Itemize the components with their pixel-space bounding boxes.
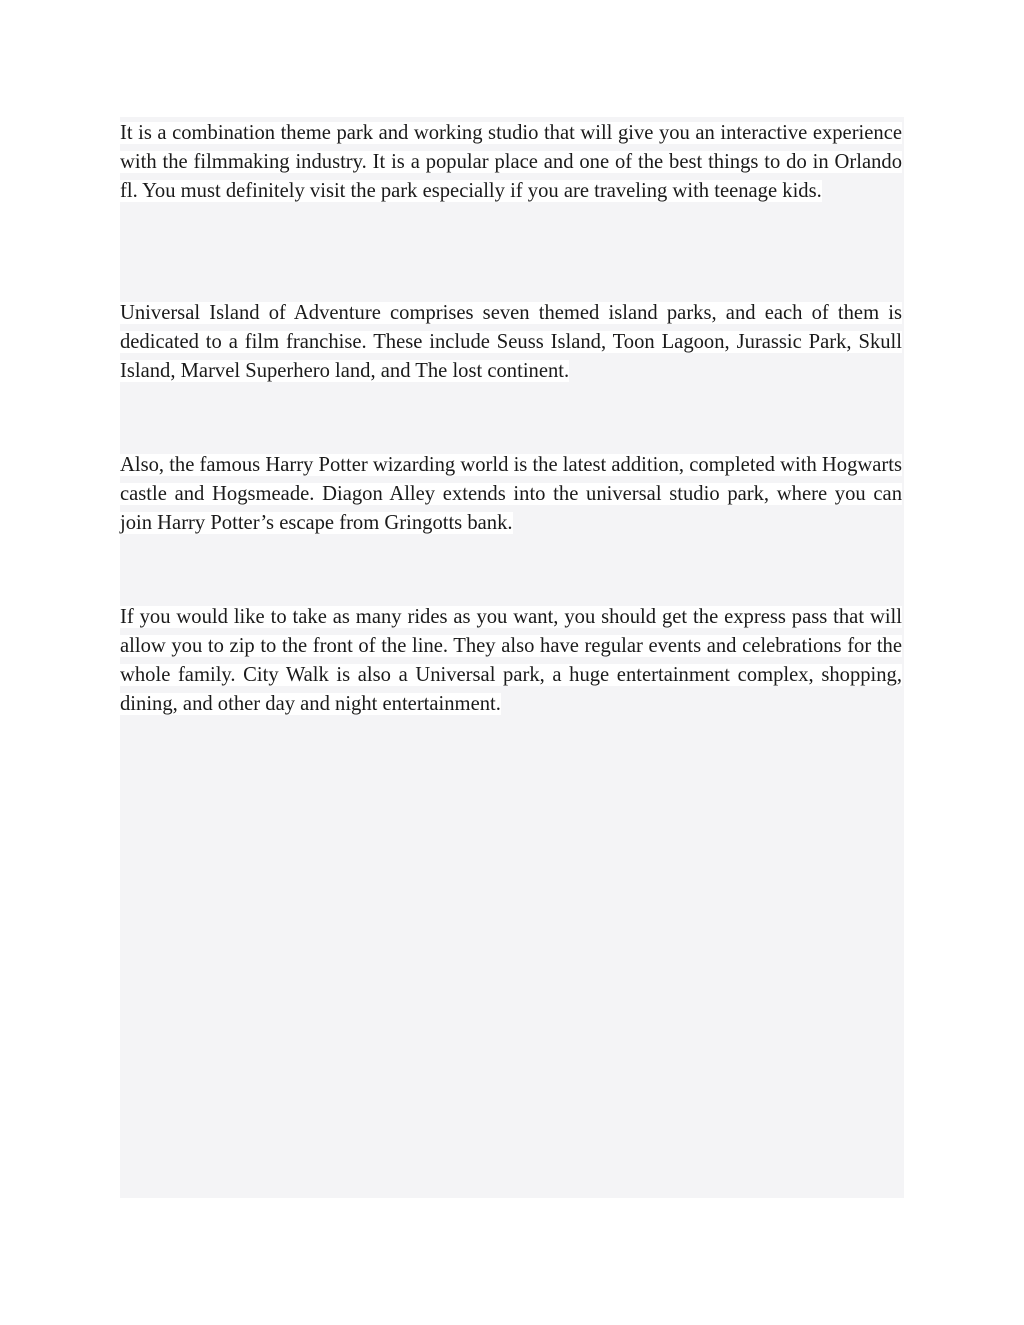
paragraph-text: If you would like to take as many rides as you want, you should get the express pass that will allow you to zip to the front of the line. They also have regular events and celebrations for the whole family. City Walk is also a Universal park, a huge entertainment complex, shopping, dining, and other day and night entertainment. [120,606,902,715]
paragraph-text: It is a combination theme park and working studio that will give you an interactive experience with the filmmaking industry. It is a popular place and one of the best things to do in Orlando fl. You must definitely visit the park especially if you are traveling with teenage kids. [120,122,902,202]
paragraph-text: Also, the famous Harry Potter wizarding world is the latest addition, completed with Hogwarts castle and Hogsmeade. Diagon Alley extends into the universal studio park, where you can join Harry Potter’s escape from Gringotts bank. [120,454,902,534]
paragraph-universal-studio-intro [120,119,902,206]
paragraph-text: Universal Island of Adventure comprises seven themed island parks, and each of them is dedicated to a film franchise. These include Seuss Island, Toon Lagoon, Jurassic Park, Skull Island, Marvel Superhero land, and The lost continent. [120,302,902,382]
paragraph-harry-potter-world [120,451,902,538]
paragraph-express-pass-citywalk [120,603,902,719]
paragraph-islands-of-adventure [120,299,902,386]
